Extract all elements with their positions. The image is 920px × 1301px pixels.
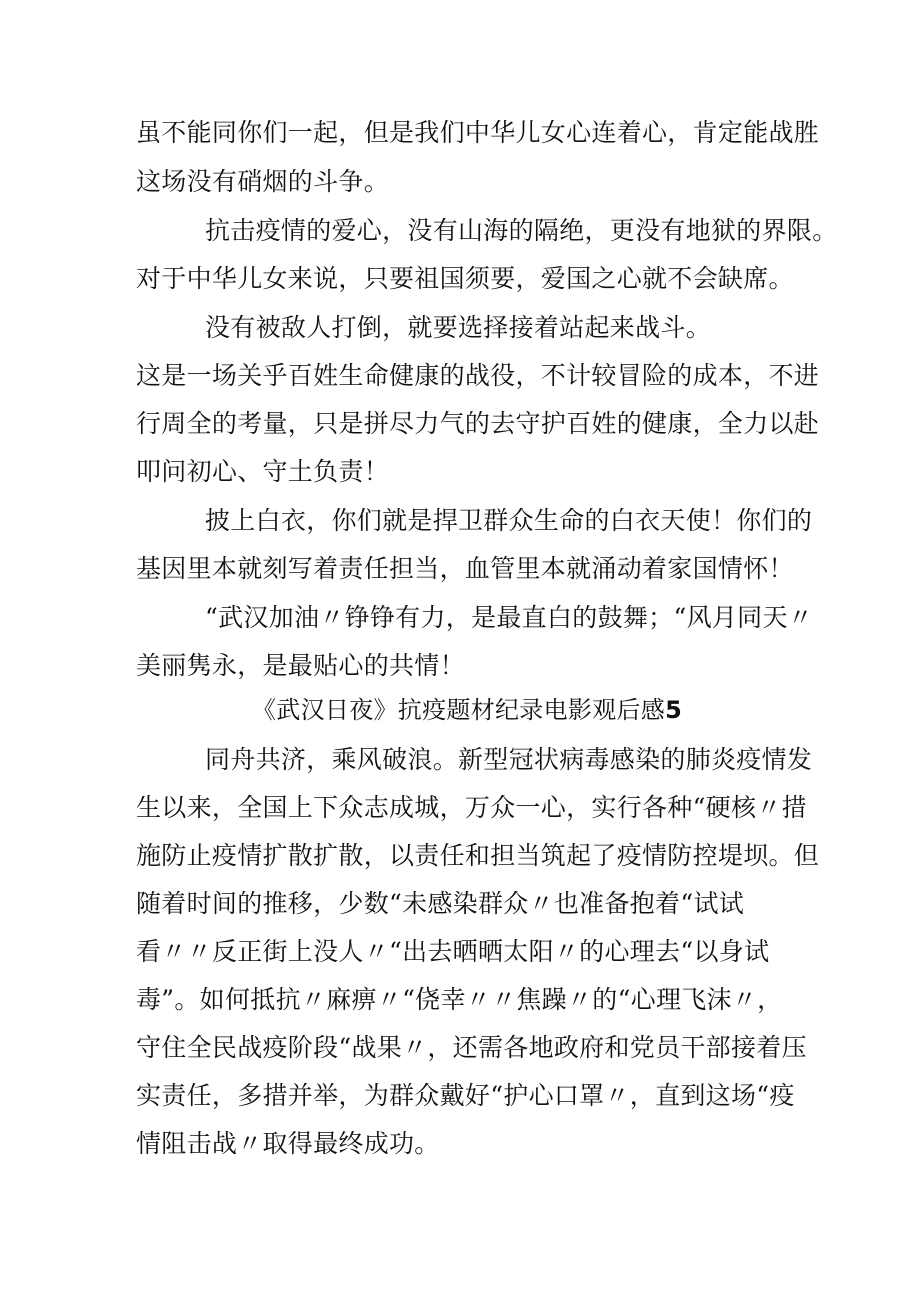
text-line: 披上白衣，你们就是捍卫群众生命的白衣天使！你们的 bbox=[205, 506, 813, 535]
text-line: 对于中华儿女来说，只要祖国须要，爱国之心就不会缺席。 bbox=[136, 264, 794, 293]
text-line: 守住全民战疫阶段“战果〃，还需各地政府和党员干部接着压 bbox=[136, 1033, 807, 1062]
text-line: 施防止疫情扩散扩散，以责任和担当筑起了疫情防控堤坝。但 bbox=[136, 841, 820, 870]
text-line: “武汉加油〃铮铮有力，是最直白的鼓舞；“风月同天〃 bbox=[205, 603, 814, 632]
text-line: 没有被敌人打倒，就要选择接着站起来战斗。 bbox=[205, 313, 712, 342]
section-heading bbox=[252, 695, 682, 725]
text-line: 这场没有硝烟的斗争。 bbox=[136, 167, 390, 196]
text-line: 情阻击战〃取得最终成功。 bbox=[136, 1129, 440, 1158]
text-line: 虽不能同你们一起，但是我们中华儿女心连着心，肯定能战胜 bbox=[136, 118, 820, 147]
text-line: 美丽隽永，是最贴心的共情！ bbox=[136, 651, 465, 680]
text-line: 这是一场关乎百姓生命健康的战役，不计较冒险的成本，不进 bbox=[136, 361, 820, 390]
section-heading-number: 5 bbox=[665, 696, 683, 724]
text-line: 叩问初心、守土负责！ bbox=[136, 457, 390, 486]
text-line: 同舟共济，乘风破浪。新型冠状病毒感染的肺炎疫情发 bbox=[205, 745, 813, 774]
text-line: 抗击疫情的爱心，没有山海的隔绝，更没有地狱的界限。 bbox=[205, 216, 838, 245]
text-line: 生以来，全国上下众志成城，万众一心，实行各种“硬核〃措 bbox=[136, 793, 807, 822]
text-line: 毒”。如何抵抗〃麻痹〃“侥幸〃〃焦躁〃的“心理飞沫〃， bbox=[136, 985, 783, 1014]
text-line: 行周全的考量，只是拼尽力气的去守护百姓的健康，全力以赴 bbox=[136, 409, 820, 438]
text-line: 实责任，多措并举，为群众戴好“护心口罩〃，直到这场“疫 bbox=[136, 1081, 795, 1110]
text-line: 看〃〃反正街上没人〃“出去晒晒太阳〃的心理去“以身试 bbox=[136, 937, 770, 966]
text-line: 基因里本就刻写着责任担当，血管里本就涌动着家国情怀！ bbox=[136, 554, 794, 583]
section-heading-text: 《武汉日夜》抗疫题材纪录电影观后感 bbox=[252, 696, 666, 724]
text-line: 随着时间的推移，少数“未感染群众〃也准备抱着“试试 bbox=[136, 889, 745, 918]
